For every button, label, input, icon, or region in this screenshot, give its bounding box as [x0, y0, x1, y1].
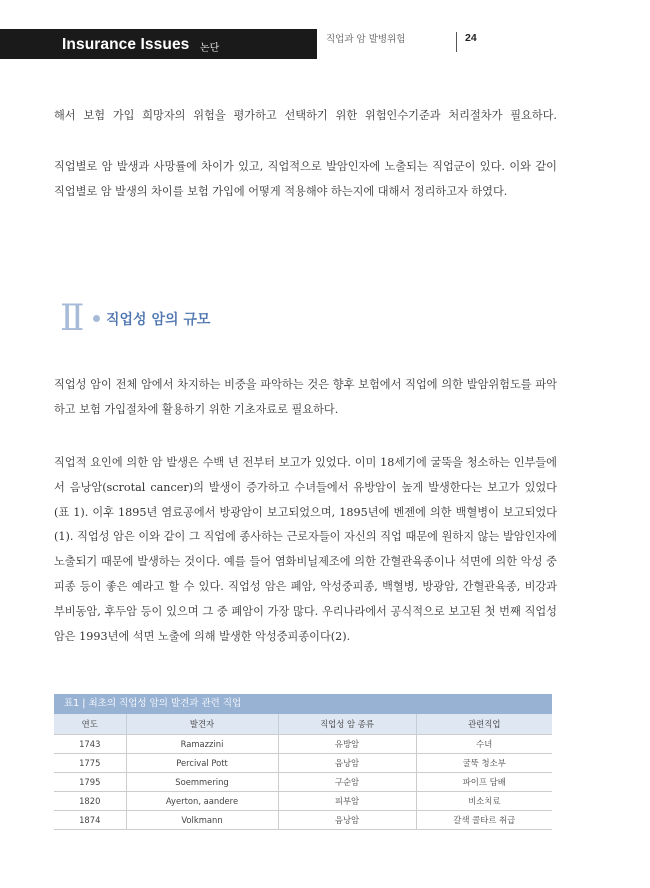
- table-row: [54, 773, 552, 792]
- journal-title: Insurance Issues: [62, 36, 190, 53]
- cell-cancer-type: 피부암: [278, 792, 416, 811]
- column-header-occupation: 관련직업: [416, 714, 552, 735]
- cell-year: 1874: [54, 811, 126, 830]
- header-divider: [456, 32, 457, 52]
- cell-year: 1795: [54, 773, 126, 792]
- cell-cancer-type: 음낭암: [278, 754, 416, 773]
- cell-discoverer: Ramazzini: [126, 735, 278, 754]
- occupational-cancer-table: [54, 714, 552, 830]
- table-row: [54, 735, 552, 754]
- cell-occupation: 수녀: [416, 735, 552, 754]
- paragraph-history: 직업적 요인에 의한 암 발생은 수백 년 전부터 보고가 있었다. 이미 18세기에 굴뚝을 청소하는 인부들에서 음낭암(scrotal cancer)의 발생이 증가하고 수녀들에서 유방암이 높게 발생한다는 보고가 있었다(표 1). 이후 1895년 염료공에서 방광암이 보고되었으며, 1895년에 벤젠에 의한 백혈병이 보고되었다(1). 직업성 암은 이와 같이 그 직업에 종사하는 근로자들이 자신의 직업 때문에 원하지 않는 발암인자에 노출되기 때문에 발생하는 것이다. 예를 들어 염화비닐제조에 의한 간혈관육종이나 석면에 의한 악성 중피종 등이 좋은 예라고 할 수 있다. 직업성 암은 폐암, 악성중피종, 백혈병, 방광암, 간혈관육종, 비강과 부비동암, 후두암 등이 있으며 그 중 폐암이 가장 많다. 우리나라에서 공식적으로 보고된 첫 번째 직업성 암은 1993년에 석면 노출에 의해 발생한 악성중피종이다(2).: [54, 456, 557, 643]
- section-title: 직업성 암의 규모: [106, 312, 211, 328]
- cell-discoverer: Soemmering: [126, 773, 278, 792]
- cell-year: 1743: [54, 735, 126, 754]
- table-row: [54, 811, 552, 830]
- column-header-cancer-type: 직업성 암 종류: [278, 714, 416, 735]
- column-header-discoverer: 발견자: [126, 714, 278, 735]
- cell-discoverer: Volkmann: [126, 811, 278, 830]
- cell-year: 1820: [54, 792, 126, 811]
- paragraph-purpose: 직업성 암이 전체 암에서 차지하는 비중을 파악하는 것은 향후 보험에서 직업에 의한 발암위험도를 파악하고 보험 가입절차에 활용하기 위한 기초자료로 필요하다.: [54, 378, 557, 416]
- cell-discoverer: Ayerton, aandere: [126, 792, 278, 811]
- paragraph-intro: 직업별로 암 발생과 사망률에 차이가 있고, 직업적으로 발암인자에 노출되는 직업군이 있다. 이와 같이 직업별로 암 발생의 차이를 보험 가입에 어떻게 적용해야 하는지에 대해서 정리하고자 하였다.: [54, 160, 557, 198]
- table-row: [54, 754, 552, 773]
- cell-discoverer: Percival Pott: [126, 754, 278, 773]
- section-number: Ⅱ: [60, 298, 83, 339]
- running-section-title: 직업과 암 발병위험: [326, 34, 406, 45]
- cell-cancer-type: 유방암: [278, 735, 416, 754]
- table-row: [54, 792, 552, 811]
- table-header-row: [54, 714, 552, 735]
- cell-occupation: 비소치료: [416, 792, 552, 811]
- cell-occupation: 갈색 콜타르 취급: [416, 811, 552, 830]
- cell-year: 1775: [54, 754, 126, 773]
- cell-cancer-type: 음낭암: [278, 811, 416, 830]
- bullet-dot-icon: [93, 315, 100, 322]
- cell-occupation: 굴뚝 청소부: [416, 754, 552, 773]
- column-header-year: 연도: [54, 714, 126, 735]
- cell-cancer-type: 구순암: [278, 773, 416, 792]
- paragraph-continued: 해서 보험 가입 희망자의 위험을 평가하고 선택하기 위한 위험인수기준과 처리절차가 필요하다.: [54, 109, 557, 122]
- table-caption: 표1 | 최초의 직업성 암의 발견과 관련 직업: [54, 694, 552, 714]
- page-number: 24: [465, 32, 477, 44]
- category-badge: 논단: [200, 43, 220, 54]
- cell-occupation: 파이프 담배: [416, 773, 552, 792]
